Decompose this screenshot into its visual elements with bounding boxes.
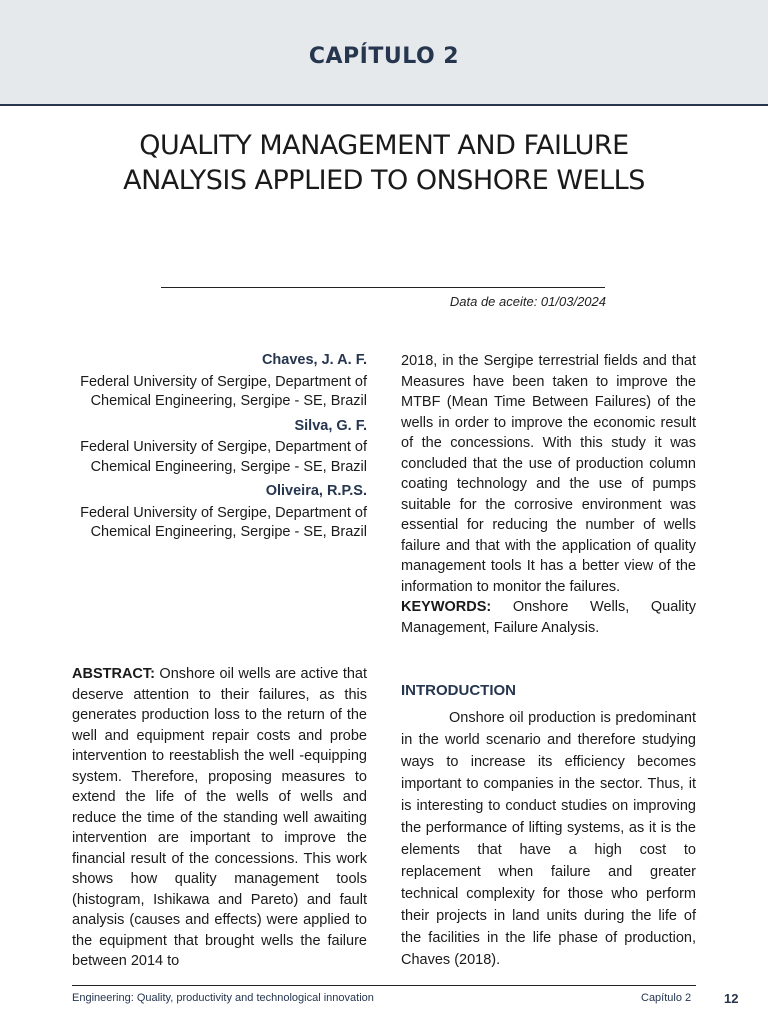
introduction-heading: INTRODUCTION (401, 682, 516, 699)
introduction-text: Onshore oil production is predominant in the world scenario and therefore studying ways to increase its efficiency becomes important to companies in the sector. Thus, it is interesting to conduct studies on improving the performance of lifting systems, as it is the elements that have a high cost to replacement when failure and greater technical complexity for those who perform their projects in land units during the life of the facilities in the life phase of production, Chaves (2018). (401, 710, 696, 968)
author-list (72, 351, 367, 548)
keywords (401, 597, 696, 638)
paper-title: QUALITY MANAGEMENT AND FAILURE ANALYSIS APPLIED TO ONSHORE WELLS (123, 130, 645, 196)
author-entry (72, 351, 367, 412)
author-affiliation: Federal University of Sergipe, Department of Chemical Engineering, Sergipe - SE, Brazil (80, 504, 367, 540)
abstract-text: Onshore oil wells are active that deserve attention to their failures, as this generates production loss to the return of the well and equipment repair costs and probe intervention to reestablish the well -equipping system. Therefore, proposing measures to extend the life of the wells of wells and reduce the time of the standing well awaiting intervention are important to improve the financial result of the concessions. This work shows how quality management tools (histogram, Ishikawa and Pareto) and fault analysis (causes and effects) were applied to the equipment that brought wells the failure between 2014 to (72, 666, 368, 969)
footer-chapter-label: Capítulo 2 (641, 992, 692, 1004)
author-entry (72, 417, 367, 478)
acceptance-divider (161, 287, 605, 288)
abstract-continued-column (401, 351, 696, 638)
footer-book-title: Engineering: Quality, productivity and technological innovation (72, 992, 374, 1004)
abstract-label: ABSTRACT: (72, 666, 155, 682)
chapter-header-band (0, 0, 768, 106)
abstract-section (72, 664, 367, 972)
acceptance-date: Data de aceite: 01/03/2024 (449, 294, 606, 309)
author-name: Oliveira, R.P.S. (265, 483, 367, 499)
author-entry (72, 482, 367, 543)
abstract-text-continued: 2018, in the Sergipe terrestrial fields and that Measures have been taken to improve the MTBF (Mean Time Between Failures) of the wells in order to improve the economic result of the concessions. With this study it was concluded that the use of production column coating technology and the use of pumps suitable for the corrosive environment was essential for reducing the number of wells failure and that with the application of quality management tools It has a better view of the information to monitor the failures. (401, 353, 696, 595)
page-number: 12 (724, 991, 739, 1006)
footer-divider (72, 985, 696, 986)
keywords-label: KEYWORDS: (401, 599, 492, 615)
author-name: Chaves, J. A. F. (261, 352, 367, 368)
chapter-label: CAPÍTULO 2 (308, 44, 460, 69)
keywords-text: Onshore Wells, Quality Management, Failure Analysis. (401, 599, 696, 636)
author-name: Silva, G. F. (294, 417, 367, 434)
author-affiliation: Federal University of Sergipe, Department of Chemical Engineering, Sergipe - SE, Brazil (80, 439, 367, 475)
author-affiliation: Federal University of Sergipe, Department of Chemical Engineering, Sergipe - SE, Brazil (80, 373, 367, 409)
